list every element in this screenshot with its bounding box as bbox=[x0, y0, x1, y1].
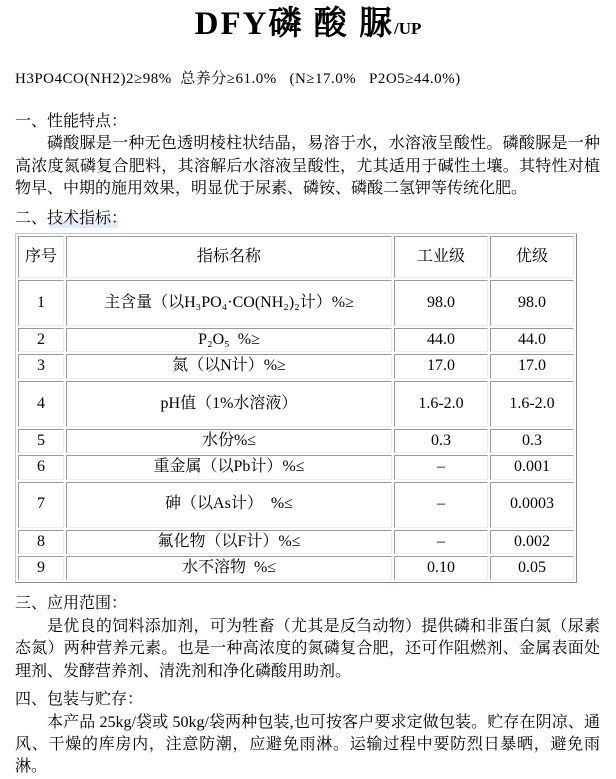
table-cell-name: 砷（以As计） %≤ bbox=[66, 482, 392, 528]
table-cell-premium: 44.0 bbox=[490, 328, 574, 352]
table-cell-premium: 0.05 bbox=[490, 556, 574, 580]
table-cell-no: 6 bbox=[18, 455, 64, 479]
section-heading-performance: 一、性能特点： bbox=[15, 113, 128, 130]
table-cell-industrial: 1.6-2.0 bbox=[394, 381, 488, 427]
table-row bbox=[18, 530, 574, 554]
table-cell-industrial: 98.0 bbox=[394, 280, 488, 326]
formula-line: H3PO4CO(NH2)2≥98% 总养分≥61.0% (N≥17.0% P2O5≥44.0%) bbox=[15, 71, 461, 87]
section-heading-packaging: 四、包装与贮存： bbox=[15, 691, 144, 709]
table-cell-no: 7 bbox=[18, 482, 64, 528]
table-cell-premium: 0.3 bbox=[490, 429, 574, 453]
table-cell-industrial: – bbox=[394, 530, 488, 554]
table-cell-name: 主含量（以H₃PO₄·CO(NH₂)₂计）%≥ bbox=[66, 280, 392, 326]
section-heading-application: 三、应用范围： bbox=[15, 595, 128, 613]
table-cell-no: 3 bbox=[18, 354, 64, 378]
spec-table-header bbox=[18, 236, 574, 278]
table-cell-name: 水份%≤ bbox=[66, 429, 392, 453]
table-cell-premium: 1.6-2.0 bbox=[490, 381, 574, 427]
table-cell-industrial: 0.3 bbox=[394, 429, 488, 453]
table-row bbox=[18, 381, 574, 427]
table-cell-name: 氟化物（以F计）%≤ bbox=[66, 530, 392, 554]
col-header-no: 序号 bbox=[18, 236, 64, 278]
page-title bbox=[0, 4, 616, 49]
table-row bbox=[18, 482, 574, 528]
table-cell-no: 1 bbox=[18, 280, 64, 326]
table-row bbox=[18, 354, 574, 378]
table-row bbox=[18, 455, 574, 479]
table-cell-premium: 0.0003 bbox=[490, 482, 574, 528]
col-header-premium: 优级 bbox=[490, 236, 574, 278]
table-row bbox=[18, 280, 574, 326]
table-cell-industrial: – bbox=[394, 455, 488, 479]
section-heading-specs: 二、技术指标： bbox=[15, 209, 128, 227]
table-cell-industrial: – bbox=[394, 482, 488, 528]
table-cell-name: 氮（以N计）%≥ bbox=[66, 354, 392, 378]
table-cell-name: 重金属（以Pb计）%≤ bbox=[66, 455, 392, 479]
table-cell-industrial: 0.10 bbox=[394, 556, 488, 580]
table-cell-premium: 0.001 bbox=[490, 455, 574, 479]
spec-table-body bbox=[18, 280, 574, 580]
table-row bbox=[18, 556, 574, 580]
table-cell-premium: 98.0 bbox=[490, 280, 574, 326]
table-cell-name: P₂O₅ %≥ bbox=[66, 328, 392, 352]
document-page bbox=[0, 4, 616, 776]
table-cell-no: 9 bbox=[18, 556, 64, 580]
header-row bbox=[18, 236, 574, 278]
table-cell-industrial: 44.0 bbox=[394, 328, 488, 352]
col-header-name: 指标名称 bbox=[66, 236, 392, 278]
section-body-application: 是优良的饲料添加剂，可为牲畜（尤其是反刍动物）提供磷和非蛋白氮（尿素态氮）两种营养元素。也是一种高浓度的氮磷复合肥，还可作阻燃剂、金属表面处理剂、发酵营养剂、清洗剂和净化磷酸用助剂。 bbox=[15, 617, 600, 680]
page-title-suffix: /UP bbox=[393, 19, 422, 38]
table-row bbox=[18, 328, 574, 352]
page-title-main: DFY磷 酸 脲 bbox=[194, 6, 394, 42]
table-cell-no: 8 bbox=[18, 530, 64, 554]
table-cell-no: 4 bbox=[18, 381, 64, 427]
table-cell-industrial: 17.0 bbox=[394, 354, 488, 378]
table-cell-no: 2 bbox=[18, 328, 64, 352]
table-row bbox=[18, 429, 574, 453]
col-header-industrial: 工业级 bbox=[394, 236, 488, 278]
table-cell-premium: 0.002 bbox=[490, 530, 574, 554]
spec-table bbox=[15, 233, 577, 583]
section-body-packaging: 本产品 25kg/袋或 50kg/袋两种包装,也可按客户要求定做包装。贮存在阴凉、通风、干燥的库房内，注意防潮，应避免雨淋。运输过程中要防烈日暴晒，避免雨淋。 bbox=[15, 713, 600, 776]
section-body-performance: 磷酸脲是一种无色透明棱柱状结晶，易溶于水，水溶液呈酸性。磷酸脲是一种高浓度氮磷复合肥料，其溶解后水溶液呈酸性，尤其适用于碱性土壤。其特性对植物早、中期的施用效果，明显优于尿素、磷铵、磷酸二氢钾等传统化肥。 bbox=[15, 135, 600, 198]
table-cell-no: 5 bbox=[18, 429, 64, 453]
table-cell-name: pH值（1%水溶液） bbox=[66, 381, 392, 427]
table-cell-premium: 17.0 bbox=[490, 354, 574, 378]
table-cell-name: 水不溶物 %≤ bbox=[66, 556, 392, 580]
